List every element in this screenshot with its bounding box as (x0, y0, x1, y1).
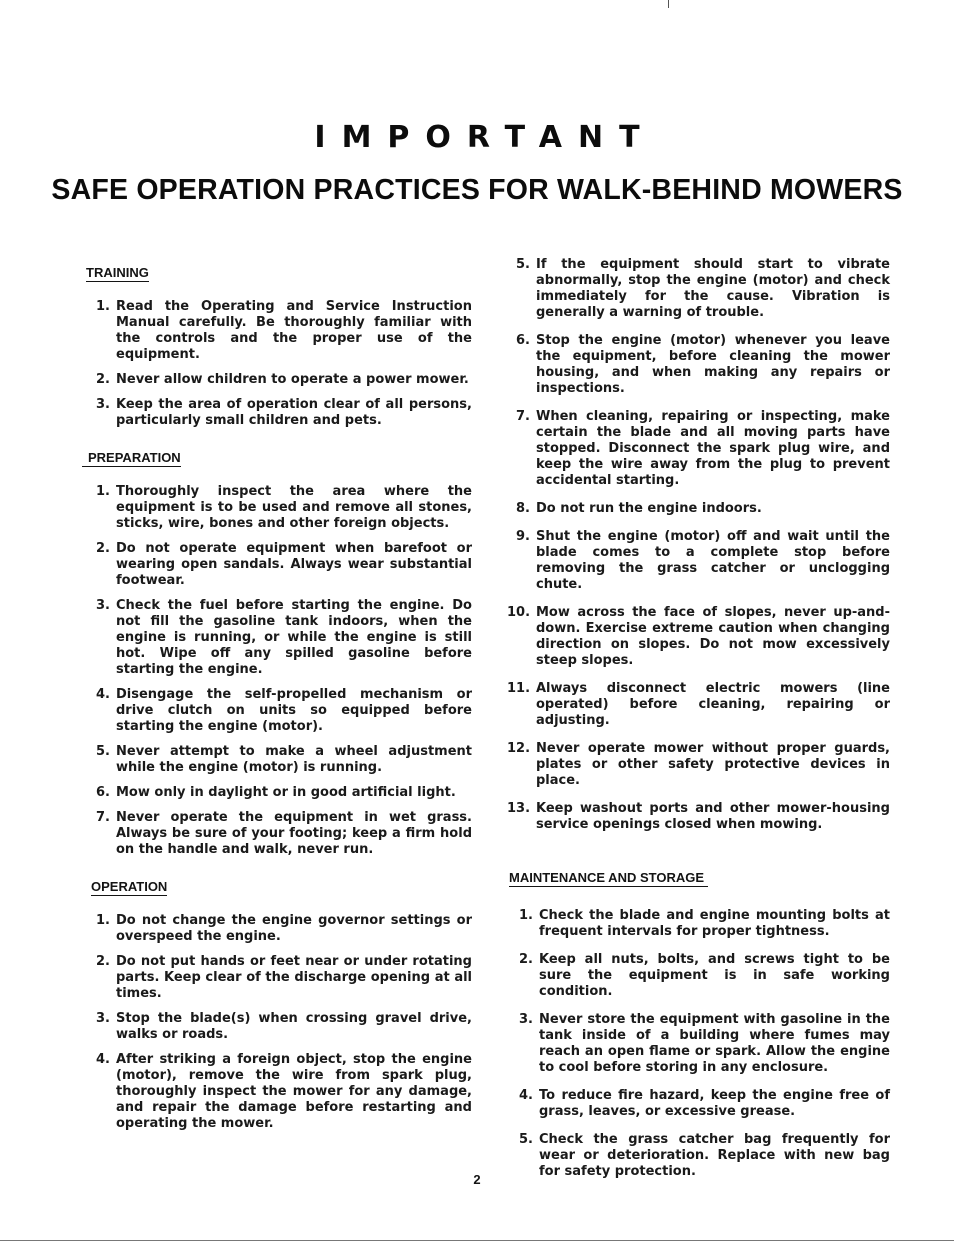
list-item (82, 397, 472, 429)
item-text: After striking a foreign object, stop the engine (motor), remove the wire from spark plug, thoroughly inspect the mower for any damage, and repair the damage before restarting and operating the mower. (116, 1052, 472, 1131)
item-text: Keep the area of operation clear of all persons, particularly small children and pets. (116, 397, 472, 428)
item-text: Do not run the engine indoors. (536, 501, 762, 516)
important-banner: IMPORTANT (314, 120, 656, 155)
preparation-list (82, 484, 472, 858)
list-item (82, 598, 472, 678)
list-item (82, 913, 472, 945)
training-heading: TRAINING (86, 265, 149, 280)
training-section (82, 262, 472, 429)
list-item (82, 785, 472, 801)
list-item (507, 257, 890, 321)
operation-list (82, 913, 472, 1132)
item-number: 1. (519, 908, 533, 923)
bottom-rule (0, 1240, 954, 1241)
training-list (82, 299, 472, 429)
item-text: Check the blade and engine mounting bolts at frequent intervals for proper tightness. (539, 908, 890, 939)
item-text: Shut the engine (motor) off and wait until the blade comes to a complete stop before removing the grass catcher or unclogging chute. (536, 529, 890, 592)
list-item (507, 333, 890, 397)
page-title: SAFE OPERATION PRACTICES FOR WALK-BEHIND MOWERS (51, 174, 903, 206)
item-number: 12. (507, 741, 531, 756)
item-text: Never attempt to make a wheel adjustment while the engine (motor) is running. (116, 744, 472, 775)
item-text: Do not operate equipment when barefoot or wearing open sandals. Always wear substantial footwear. (116, 541, 472, 588)
item-text: Do not change the engine governor settings or overspeed the engine. (116, 913, 472, 944)
item-text: Stop the blade(s) when crossing gravel drive, walks or roads. (116, 1011, 472, 1042)
item-text: Keep washout ports and other mower-housing service openings closed when mowing. (536, 801, 890, 832)
page-number: 2 (473, 1172, 481, 1187)
item-number: 7. (96, 810, 110, 825)
list-item (82, 687, 472, 735)
preparation-section (82, 447, 472, 858)
item-number: 6. (96, 785, 110, 800)
item-text: Do not put hands or feet near or under rotating parts. Keep clear of the discharge opening at all times. (116, 954, 472, 1001)
item-text: When cleaning, repairing or inspecting, make certain the blade and all moving parts have stopped. Disconnect the spark plug wire, and keep the wire away from the plug to prevent accidental starting. (536, 409, 890, 488)
item-number: 1. (96, 484, 110, 499)
scan-mark (668, 0, 669, 8)
item-text: Mow across the face of slopes, never up-and-down. Exercise extreme caution when changing direction on slopes. Do not mow excessively steep slopes. (536, 605, 890, 668)
list-item (82, 372, 472, 388)
item-text: Mow only in daylight or in good artificial light. (116, 785, 456, 800)
item-text: Check the grass catcher bag frequently for wear or deterioration. Replace with new bag for safety protection. (539, 1132, 890, 1179)
list-item (507, 908, 890, 940)
item-number: 5. (516, 257, 530, 272)
list-item (507, 605, 890, 669)
item-text: Read the Operating and Service Instruction Manual carefully. Be thoroughly familiar with the controls and the proper use of the equipment. (116, 299, 472, 362)
item-text: If the equipment should start to vibrate abnormally, stop the engine (motor) and check immediately for the cause. Vibration is generally a warning of trouble. (536, 257, 890, 320)
item-number: 13. (507, 801, 531, 816)
item-number: 1. (96, 913, 110, 928)
list-item (82, 484, 472, 532)
list-item (82, 1052, 472, 1132)
left-column (82, 262, 472, 1132)
list-item (82, 744, 472, 776)
item-text: Never store the equipment with gasoline in the tank inside of a building where fumes may reach an open flame or spark. Allow the engine to cool before storing in any enclosure. (539, 1012, 890, 1075)
list-item (507, 741, 890, 789)
item-text: Disengage the self-propelled mechanism or drive clutch on units so equipped before starting the engine (motor). (116, 687, 472, 734)
item-number: 4. (96, 687, 110, 702)
preparation-heading: PREPARATION (82, 450, 181, 467)
item-number: 2. (96, 372, 110, 387)
operation-heading: OPERATION (91, 879, 168, 894)
operation-section (82, 876, 472, 1132)
list-item (82, 1011, 472, 1043)
list-item (507, 409, 890, 489)
list-item (507, 1088, 890, 1120)
list-item (507, 501, 890, 517)
item-text: To reduce fire hazard, keep the engine free of grass, leaves, or excessive grease. (539, 1088, 890, 1119)
item-text: Keep all nuts, bolts, and screws tight to be sure the equipment is in safe working condition. (539, 952, 890, 999)
item-number: 10. (507, 605, 531, 620)
item-number: 3. (96, 598, 110, 613)
item-text: Thoroughly inspect the area where the equipment is to be used and remove all stones, sticks, wire, bones and other foreign objects. (116, 484, 472, 531)
right-column (507, 257, 890, 1180)
item-text: Always disconnect electric mowers (line operated) before cleaning, repairing or adjusting. (536, 681, 890, 728)
item-number: 5. (519, 1132, 533, 1147)
item-number: 6. (516, 333, 530, 348)
maintenance-heading: MAINTENANCE AND STORAGE (509, 870, 708, 887)
list-item (82, 810, 472, 858)
item-text: Never allow children to operate a power mower. (116, 372, 469, 387)
list-item (82, 541, 472, 589)
item-number: 1. (96, 299, 110, 314)
item-number: 2. (519, 952, 533, 967)
list-item (507, 529, 890, 593)
item-number: 7. (516, 409, 530, 424)
item-number: 8. (516, 501, 530, 516)
item-text: Stop the engine (motor) whenever you leave the equipment, before cleaning the mower housing, and when making any repairs or inspections. (536, 333, 890, 396)
maintenance-section (507, 867, 890, 1180)
list-item (507, 801, 890, 833)
item-number: 4. (519, 1088, 533, 1103)
item-number: 3. (519, 1012, 533, 1027)
list-item (82, 299, 472, 363)
list-item (507, 952, 890, 1000)
operation-continued-list (507, 257, 890, 833)
item-number: 3. (96, 397, 110, 412)
list-item (507, 681, 890, 729)
item-number: 11. (507, 681, 531, 696)
item-number: 2. (96, 541, 110, 556)
maintenance-list (507, 908, 890, 1180)
item-number: 4. (96, 1052, 110, 1067)
item-text: Never operate mower without proper guards, plates or other safety protective devices in place. (536, 741, 890, 788)
item-number: 9. (516, 529, 530, 544)
list-item (507, 1012, 890, 1076)
item-number: 5. (96, 744, 110, 759)
item-number: 3. (96, 1011, 110, 1026)
item-text: Check the fuel before starting the engine. Do not fill the gasoline tank indoors, when the engine is running, or while the engine is still hot. Wipe off any spilled gasoline before starting the engine. (116, 598, 472, 677)
list-item (82, 954, 472, 1002)
item-text: Never operate the equipment in wet grass. Always be sure of your footing; keep a firm hold on the handle and walk, never run. (116, 810, 472, 857)
item-number: 2. (96, 954, 110, 969)
